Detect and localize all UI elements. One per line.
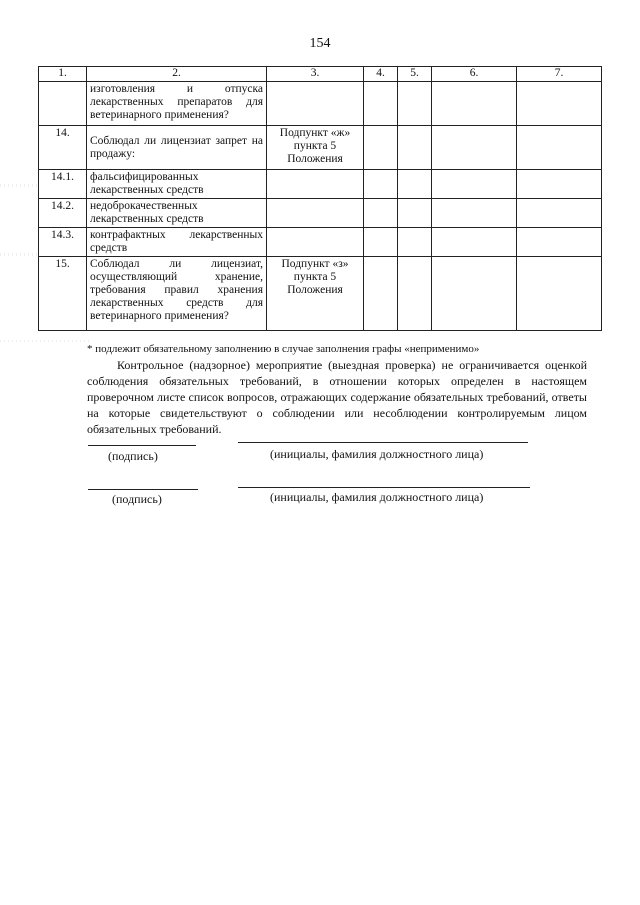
column-header: 6. (432, 67, 517, 82)
row-question: изготовления и отпуска лекарственных препаратов для ветеринарного применения? (87, 82, 267, 126)
table-row (39, 257, 602, 331)
row-reference: Подпункт «ж» пункта 5 Положения (267, 126, 364, 170)
column-header: 5. (398, 67, 432, 82)
row-question: контрафактных лекарственных средств (87, 228, 267, 257)
answer-cell-5[interactable] (398, 126, 432, 170)
answer-cell-4[interactable] (364, 82, 398, 126)
answer-cell-7[interactable] (517, 199, 602, 228)
conclusion-paragraph: Контрольное (надзорное) мероприятие (выездная проверка) не ограничивается оценкой соблюдения обязательных требований, в отношении которых определен в настоящем проверочном листе список вопросов, отражающих содержание обязательных требований, ответы на которые свидетельствуют о соблюдении или несоблюдении контролируемым лицом обязательных требований. (87, 358, 587, 436)
row-question: Соблюдал ли лицензиат, осуществляющий хранение, требования правил хранения лекарственных средств для ветеринарного применения? (87, 257, 267, 331)
answer-cell-7[interactable] (517, 257, 602, 331)
row-reference (267, 199, 364, 228)
answer-cell-4[interactable] (364, 126, 398, 170)
column-header: 7. (517, 67, 602, 82)
answer-cell-4[interactable] (364, 228, 398, 257)
answer-cell-7[interactable] (517, 82, 602, 126)
column-header: 2. (87, 67, 267, 82)
answer-cell-5[interactable] (398, 228, 432, 257)
row-reference (267, 170, 364, 199)
signature-line[interactable] (88, 489, 198, 490)
signature-caption: (подпись) (112, 492, 162, 506)
answer-cell-7[interactable] (517, 170, 602, 199)
row-reference: Подпункт «з» пункта 5 Положения (267, 257, 364, 331)
table-row (39, 199, 602, 228)
table-row (39, 126, 602, 170)
column-header: 3. (267, 67, 364, 82)
answer-cell-6[interactable] (432, 257, 517, 331)
signature-caption: (подпись) (108, 449, 158, 463)
answer-cell-6[interactable] (432, 199, 517, 228)
answer-cell-7[interactable] (517, 228, 602, 257)
table-row (39, 228, 602, 257)
scan-artifact (0, 184, 38, 187)
answer-cell-5[interactable] (398, 257, 432, 331)
answer-cell-6[interactable] (432, 126, 517, 170)
answer-cell-5[interactable] (398, 82, 432, 126)
official-name-caption: (инициалы, фамилия должностного лица) (270, 447, 484, 461)
row-question: недоброкачественных лекарственных средств (87, 199, 267, 228)
answer-cell-7[interactable] (517, 126, 602, 170)
signature-line[interactable] (88, 445, 196, 446)
answer-cell-6[interactable] (432, 228, 517, 257)
row-number: 14.2. (39, 199, 87, 228)
answer-cell-6[interactable] (432, 82, 517, 126)
answer-cell-6[interactable] (432, 170, 517, 199)
footnote: * подлежит обязательному заполнению в случае заполнения графы «неприменимо» (87, 343, 480, 355)
table-row (39, 170, 602, 199)
answer-cell-5[interactable] (398, 170, 432, 199)
page-number: 154 (309, 36, 331, 51)
official-name-line[interactable] (238, 487, 530, 488)
column-header: 1. (39, 67, 87, 82)
column-header: 4. (364, 67, 398, 82)
official-name-line[interactable] (238, 442, 528, 443)
row-number: 14.1. (39, 170, 87, 199)
row-question: Соблюдал ли лицензиат запрет на продажу: (87, 126, 267, 170)
checklist-table (38, 66, 602, 331)
row-number: 15. (39, 257, 87, 331)
scan-artifact (0, 253, 38, 256)
answer-cell-4[interactable] (364, 170, 398, 199)
row-question: фальсифицированных лекарственных средств (87, 170, 267, 199)
row-reference (267, 228, 364, 257)
official-name-caption: (инициалы, фамилия должностного лица) (270, 490, 484, 504)
answer-cell-4[interactable] (364, 199, 398, 228)
table-header-row (39, 67, 602, 82)
answer-cell-5[interactable] (398, 199, 432, 228)
row-number: 14.3. (39, 228, 87, 257)
answer-cell-4[interactable] (364, 257, 398, 331)
scan-artifact (0, 340, 90, 342)
row-number (39, 82, 87, 126)
row-reference (267, 82, 364, 126)
table-row (39, 82, 602, 126)
row-number: 14. (39, 126, 87, 170)
